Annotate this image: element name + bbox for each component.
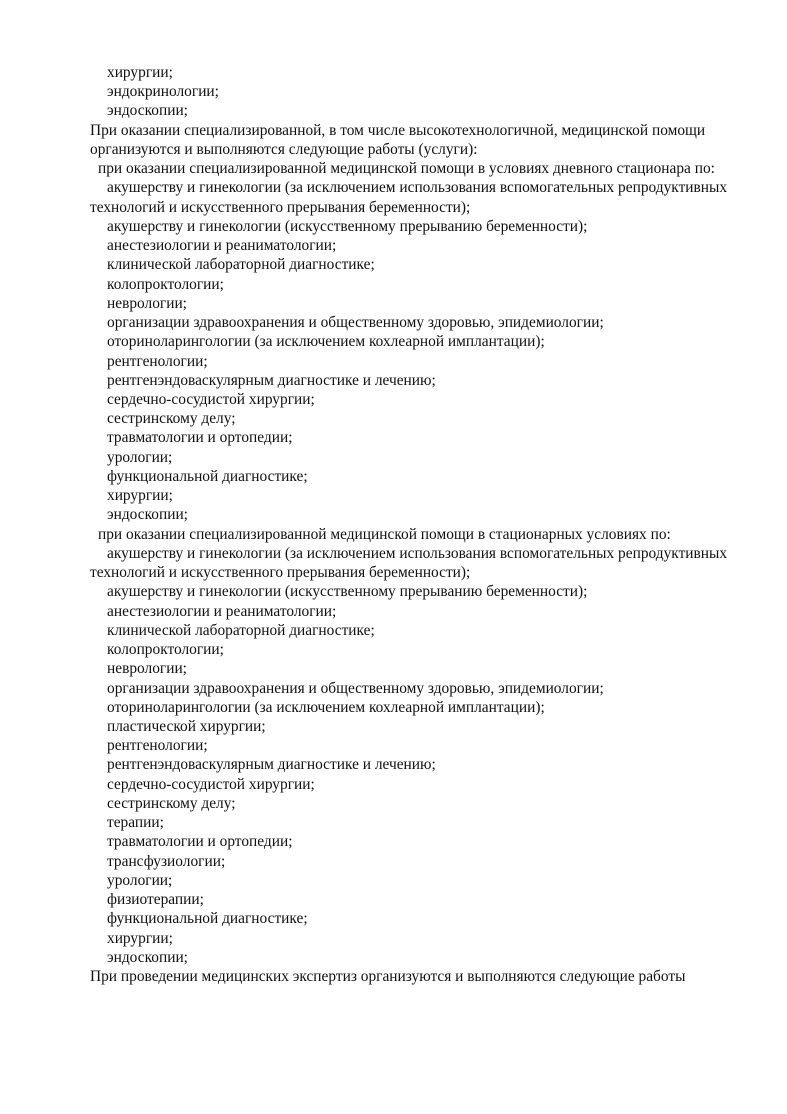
paragraph-line: При проведении медицинских экспертиз организуются и выполняются следующие работы	[90, 968, 686, 986]
list-item: рентгенологии;	[107, 737, 208, 755]
list-item: колопроктологии;	[107, 641, 224, 659]
list-item: акушерству и гинекологии (за исключением использования вспомогательных репродуктивных	[107, 544, 728, 562]
list-item: оториноларингологии (за исключением кохлеарной имплантации);	[107, 333, 545, 351]
list-item: урологии;	[107, 871, 173, 889]
list-item: трансфузиологии;	[107, 852, 226, 870]
list-item: сердечно-сосудистой хирургии;	[107, 775, 315, 793]
list-item: физиотерапии;	[107, 891, 204, 909]
list-item: клинической лабораторной диагностике;	[107, 621, 375, 639]
list-item: травматологии и ортопедии;	[107, 429, 293, 447]
section-subheading-line: при оказании специализированной медицинской помощи в условиях дневного стационара по:	[98, 160, 715, 178]
list-item: эндоскопии;	[107, 506, 188, 524]
list-item: организации здравоохранения и общественному здоровью, эпидемиологии;	[107, 314, 604, 332]
list-item: рентгенэндоваскулярным диагностике и лечению;	[107, 371, 436, 389]
list-item: акушерству и гинекологии (за исключением использования вспомогательных репродуктивных	[107, 179, 728, 197]
list-item: акушерству и гинекологии (искусственному прерыванию беременности);	[107, 217, 588, 235]
list-item: хирургии;	[107, 487, 173, 505]
list-item: сестринскому делу;	[107, 410, 236, 428]
section-subheading-line: при оказании специализированной медицинской помощи в стационарных условиях по:	[98, 525, 671, 543]
paragraph-continuation-line: технологий и искусственного прерывания беременности);	[90, 564, 471, 582]
list-item: эндоскопии;	[107, 102, 188, 120]
list-item: анестезиологии и реаниматологии;	[107, 237, 337, 255]
list-item: функциональной диагностике;	[107, 910, 308, 928]
paragraph-line: При оказании специализированной, в том числе высокотехнологичной, медицинской помощи	[90, 121, 706, 139]
list-item: эндокринологии;	[107, 83, 219, 101]
list-item: эндоскопии;	[107, 948, 188, 966]
list-item: акушерству и гинекологии (искусственному прерыванию беременности);	[107, 583, 588, 601]
list-item: рентгенологии;	[107, 352, 208, 370]
list-item: хирургии;	[107, 64, 173, 81]
list-item: хирургии;	[107, 929, 173, 947]
paragraph-continuation-line: организуются и выполняются следующие работы (услуги):	[90, 140, 478, 158]
list-item: анестезиологии и реаниматологии;	[107, 602, 337, 620]
paragraph-continuation-line: технологий и искусственного прерывания беременности);	[90, 198, 471, 216]
list-item: организации здравоохранения и общественному здоровью, эпидемиологии;	[107, 679, 604, 697]
list-item: функциональной диагностике;	[107, 467, 308, 485]
list-item: сестринскому делу;	[107, 794, 236, 812]
list-item: клинической лабораторной диагностике;	[107, 256, 375, 274]
list-item: рентгенэндоваскулярным диагностике и лечению;	[107, 756, 436, 774]
list-item: неврологии;	[107, 294, 187, 312]
list-item: урологии;	[107, 448, 173, 466]
list-item: оториноларингологии (за исключением кохлеарной имплантации);	[107, 698, 545, 716]
list-item: пластической хирургии;	[107, 717, 266, 735]
document-body	[90, 63, 760, 986]
list-item: колопроктологии;	[107, 275, 224, 293]
list-item: неврологии;	[107, 660, 187, 678]
list-item: травматологии и ортопедии;	[107, 833, 293, 851]
list-item: терапии;	[107, 814, 164, 832]
list-item: сердечно-сосудистой хирургии;	[107, 390, 315, 408]
